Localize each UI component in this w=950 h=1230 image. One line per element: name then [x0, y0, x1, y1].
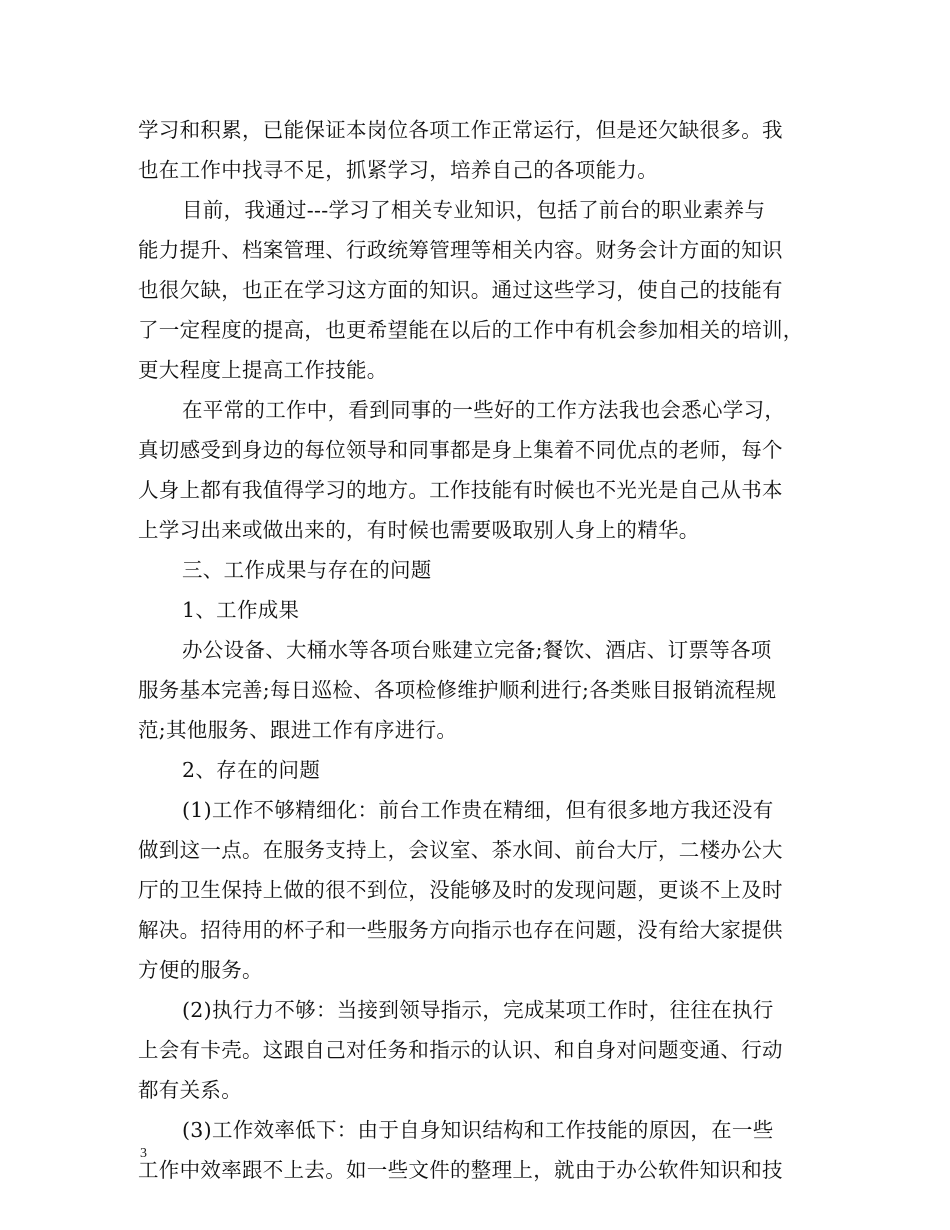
text-line: 真切感受到身边的每位领导和同事都是身上集着不同优点的老师，每个: [138, 438, 783, 462]
text-line: 也在工作中找寻不足，抓紧学习，培养自己的各项能力。: [138, 158, 658, 182]
page-number: 3: [140, 1146, 147, 1161]
text-line: 解决。招待用的杯子和一些服务方向指示也存在问题，没有给大家提供: [138, 918, 783, 942]
text-line: 范;其他服务、跟进工作有序进行。: [138, 718, 458, 742]
text-line: 更大程度上提高工作技能。: [138, 358, 388, 382]
text-line: 方便的服务。: [138, 958, 263, 982]
text-line: 都有关系。: [138, 1078, 242, 1102]
text-line: 做到这一点。在服务支持上，会议室、茶水间、前台大厅，二楼办公大: [138, 838, 783, 862]
text-line: 人身上都有我值得学习的地方。工作技能有时候也不光光是自己从书本: [138, 478, 783, 502]
document-body: [138, 110, 828, 1190]
paragraph-start-line: (1)工作不够精细化：前台工作贵在精细，但有很多地方我还没有: [182, 798, 774, 822]
paragraph-start-line: 办公设备、大桶水等各项台账建立完备;餐饮、酒店、订票等各项: [182, 638, 772, 662]
subsection-heading: 2、存在的问题: [182, 758, 321, 782]
section-heading: 三、工作成果与存在的问题: [182, 558, 432, 582]
text-line: 厅的卫生保持上做的很不到位，没能够及时的发现问题，更谈不上及时: [138, 878, 783, 902]
paragraph-start-line: 在平常的工作中，看到同事的一些好的工作方法我也会悉心学习，: [182, 398, 786, 422]
text-line: 工作中效率跟不上去。如一些文件的整理上，就由于办公软件知识和技: [138, 1158, 783, 1182]
text-line: 能力提升、档案管理、行政统筹管理等相关内容。财务会计方面的知识: [138, 238, 783, 262]
text-line: 学习和积累，已能保证本岗位各项工作正常运行，但是还欠缺很多。我: [138, 118, 783, 142]
paragraph-start-line: (3)工作效率低下：由于自身知识结构和工作技能的原因，在一些: [182, 1118, 774, 1142]
text-line: 上会有卡壳。这跟自己对任务和指示的认识、和自身对问题变通、行动: [138, 1038, 783, 1062]
paragraph-start-line: 目前，我通过---学习了相关专业知识，包括了前台的职业素养与: [182, 198, 766, 222]
text-line: 也很欠缺，也正在学习这方面的知识。通过这些学习，使自己的技能有: [138, 278, 783, 302]
text-line: 服务基本完善;每日巡检、各项检修维护顺利进行;各类账目报销流程规: [138, 678, 777, 702]
paragraph-start-line: (2)执行力不够：当接到领导指示，完成某项工作时，往往在执行: [182, 998, 774, 1022]
subsection-heading: 1、工作成果: [182, 598, 300, 622]
text-line: 上学习出来或做出来的，有时候也需要吸取别人身上的精华。: [138, 518, 700, 542]
text-line: 了一定程度的提高，也更希望能在以后的工作中有机会参加相关的培训，: [138, 318, 804, 342]
